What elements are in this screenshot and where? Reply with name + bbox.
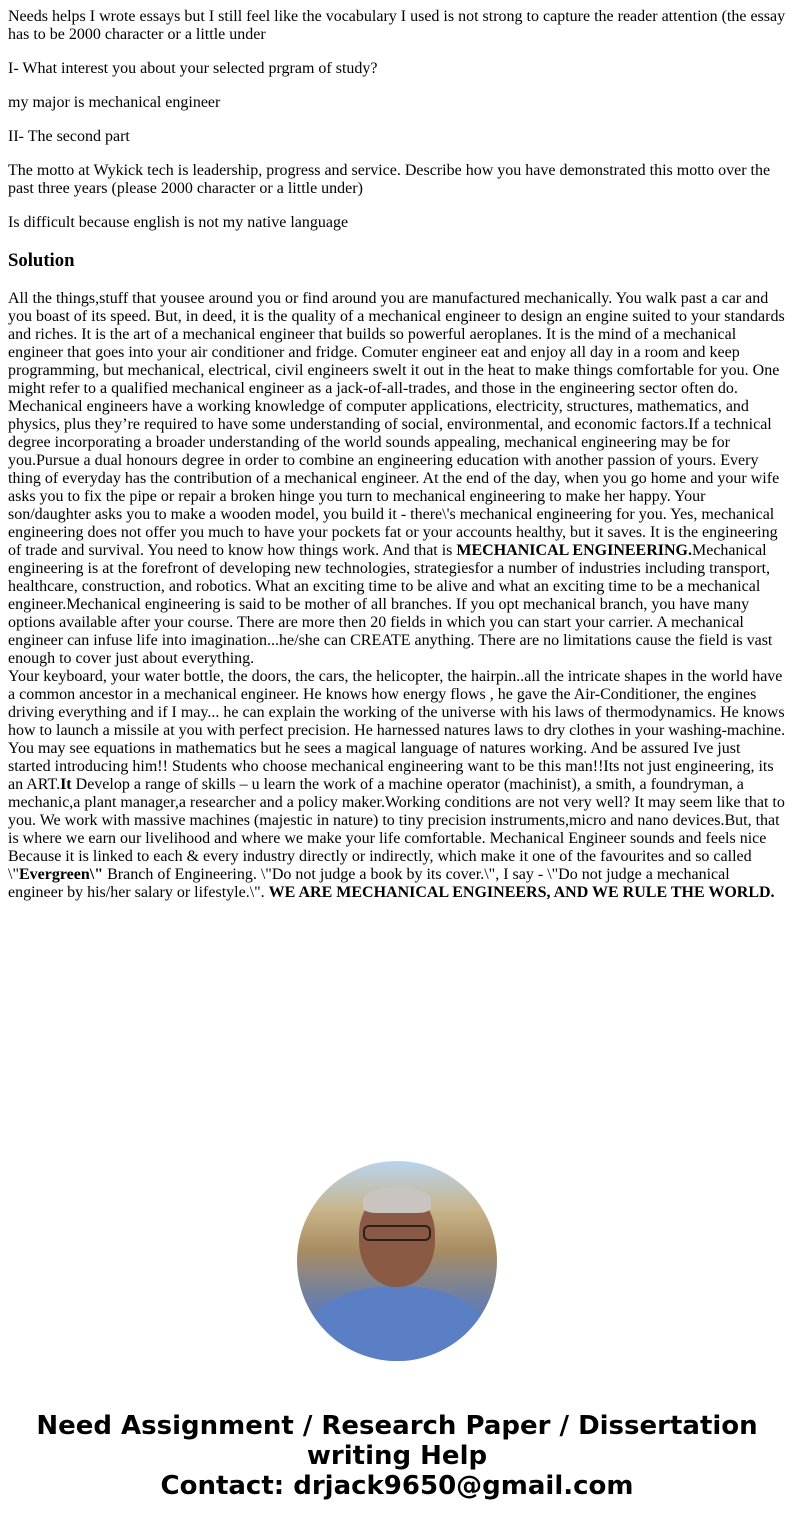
solution-heading: Solution — [8, 250, 75, 271]
solution-bold-text: MECHANICAL ENGINEERING. — [456, 542, 692, 559]
solution-text: Your keyboard, your water bottle, the doors, the cars, the helicopter, the hairpin..all the intricate shapes in the world have a common ancestor in a mechanical engineer. He knows how energy flows , he gave the Air-Conditioner, the engines driving everything and if I may... he can explain the working of the universe with his laws of thermodynamics. He knows how to launch a missile at you with perfect precision. He harnessed natures laws to dry clothes in your washing-machine. You may see equations in mathematics but he sees a magical language of natures working. And be assured Ive just started introducing him!! Students who choose mechanical engineering want to be this man!!Its not just engineering, its an ART. — [8, 668, 786, 793]
contact-footer — [0, 1411, 794, 1501]
footer-contact: Contact: drjack9650@gmail.com — [160, 1471, 634, 1501]
solution-text: Mechanical engineering is at the forefront of developing new technologies, strategiesfor a number of industries including transport, healthcare, construction, and robotics. What an exciting time to be alive and what an exciting time to be a mechanical engineer.Mechanical engineering is said to be mother of all branches. If you opt mechanical branch, you have many options available after your course. There are more then 20 fields in which you can start your carrier. A mechanical engineer can infuse life into imagination...he/she can CREATE anything. There are no limitations cause the field is vast enough to cover just about everything. — [8, 542, 773, 667]
photo-glasses — [363, 1225, 431, 1241]
question-note: Is difficult because english is not my native language — [8, 214, 349, 231]
question-part2: II- The second part — [8, 128, 130, 145]
solution-text: Branch of Engineering. \"Do not judge a book by its cover.\", I say - \"Do not judge a mechanical engineer by his/her salary or lifestyle.\". — [8, 866, 730, 901]
question-intro: Needs helps I wrote essays but I still feel like the vocabulary I used is not strong to capture the reader attention (the essay has to be 2000 character or a little under — [8, 8, 786, 43]
solution-text: All the things,stuff that yousee around you or find around you are manufactured mechanically. You walk past a car and you boast of its speed. But, in deed, it is the quality of a mechanical engineer to design an engine suited to your standards and riches. It is the art of a mechanical engineer that builds so powerful aeroplanes. It is the mind of a mechanical engineer that goes into your air conditioner and fridge. Comuter engineer eat and enjoy all day in a room and keep programming, but mechanical, electrical, civil engineers swelt it out in the heat to make things comfortable for you. One might refer to a qualified mechanical engineer as a jack-of-all-trades, and those in the engineering sector often do. Mechanical engineers have a working knowledge of computer applications, electricity, structures, mathematics, and physics, plus they’re required to have some understanding of social, environmental, and economic factors.If a technical degree incorporating a broader understanding of the world sounds appealing, mechanical engineering may be for you.Pursue a dual honours degree in order to combine an engineering education with another passion of yours. Every thing of everyday has the contribution of a mechanical engineer. At the end of the day, when you go home and your wife asks you to fix the pipe or repair a broken hinge you turn to mechanical engineering to make her happy. Your son/daughter asks you to make a wooden model, you build it - there\'s mechanical engineering for you. Yes, mechanical engineering does not offer you much to have your pockets fat or your accounts healthy, but it saves. It is the engineering of trade and survival. You need to know how things work. And that is — [8, 290, 785, 559]
solution-body — [8, 290, 786, 902]
document — [0, 8, 794, 902]
photo-hair — [363, 1187, 431, 1213]
question-motto: The motto at Wykick tech is leadership, progress and service. Describe how you have demonstrated this motto over the past three years (please 2000 character or a little under) — [8, 162, 771, 197]
solution-bold-text: WE ARE MECHANICAL ENGINEERS, AND WE RULE THE WORLD. — [268, 884, 775, 901]
solution-bold-text: It — [60, 776, 72, 793]
question-major: my major is mechanical engineer — [8, 94, 221, 111]
solution-text: Develop a range of skills – u learn the work of a machine operator (machinist), a smith, a foundryman, a mechanic,a plant manager,a researcher and a policy maker.Working conditions are not very well? It may seem like that to you. We work with massive machines (majestic in nature) to tiny precision instruments,micro and nano devices.But, that is where we earn our livelihood and where we make your life comfortable. Mechanical Engineer sounds and feels nice Because it is linked to each & every industry directly or indirectly, which make it one of the favourites and so called \" — [8, 776, 785, 883]
author-photo — [297, 1161, 497, 1361]
footer-headline: Need Assignment / Research Paper / Dissertation writing Help — [36, 1411, 758, 1471]
question-part1: I- What interest you about your selected prgram of study? — [8, 60, 378, 77]
photo-shirt — [307, 1286, 487, 1361]
solution-bold-text: Evergreen\" — [18, 866, 104, 883]
